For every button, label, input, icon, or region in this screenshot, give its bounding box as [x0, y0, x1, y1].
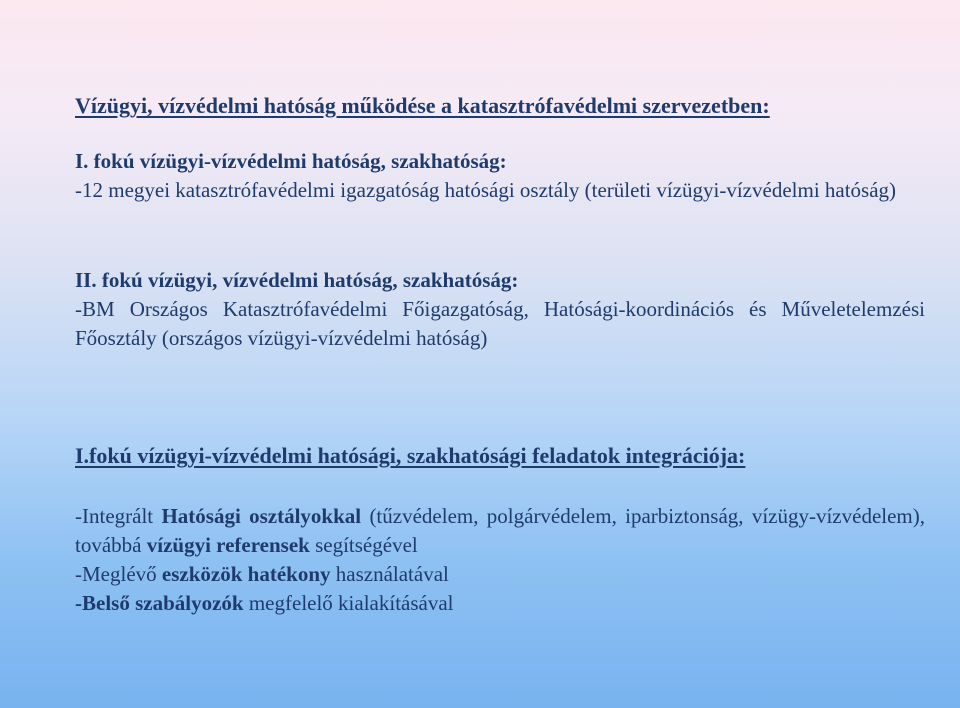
section-second-instance — [75, 266, 925, 353]
integration-item-2-text-a: -Meglévő — [75, 562, 162, 586]
integration-item-1-text-b: (tűzvédelem, polgárvédelem, iparbiztonság, vízügy-vízvédelem), továbbá — [75, 504, 926, 557]
integration-item-1 — [75, 502, 925, 560]
section-integration — [75, 502, 925, 618]
integration-item-3-bold: -Belső szabályozók — [75, 591, 244, 615]
section-second-instance-heading: II. fokú vízügyi, vízvédelmi hatóság, szakhatóság: — [75, 268, 519, 292]
integration-item-3 — [75, 589, 925, 618]
integration-item-3-text: megfelelő kialakításával — [243, 591, 454, 615]
integration-item-2 — [75, 560, 925, 589]
integration-item-2-text-b: használatával — [330, 562, 449, 586]
section-first-instance-heading: I. fokú vízügyi-vízvédelmi hatóság, szakhatóság: — [75, 149, 507, 173]
section-first-instance — [75, 147, 925, 205]
integration-item-2-bold: eszközök hatékony — [161, 562, 331, 586]
integration-item-1-bold-b: vízügyi referensek — [146, 533, 310, 557]
integration-item-1-text-a: -Integrált — [75, 504, 162, 528]
section-second-instance-text: -BM Országos Katasztrófavédelmi Főigazgatóság, Hatósági-koordinációs és Műveletelemzési Főosztály (országos vízügyi-vízvédelmi hatóság) — [75, 297, 925, 350]
section-first-instance-text: -12 megyei katasztrófavédelmi igazgatóság hatósági osztály (területi vízügyi-vízvédelmi hatóság) — [75, 178, 897, 202]
integration-item-1-text-c: segítségével — [309, 533, 418, 557]
page-title: Vízügyi, vízvédelmi hatóság működése a katasztrófavédelmi szervezetben: — [75, 93, 770, 118]
section-integration-heading: I.fokú vízügyi-vízvédelmi hatósági, szakhatósági feladatok integrációja: — [75, 443, 746, 468]
integration-item-1-bold-a: Hatósági osztályokkal — [161, 504, 362, 528]
